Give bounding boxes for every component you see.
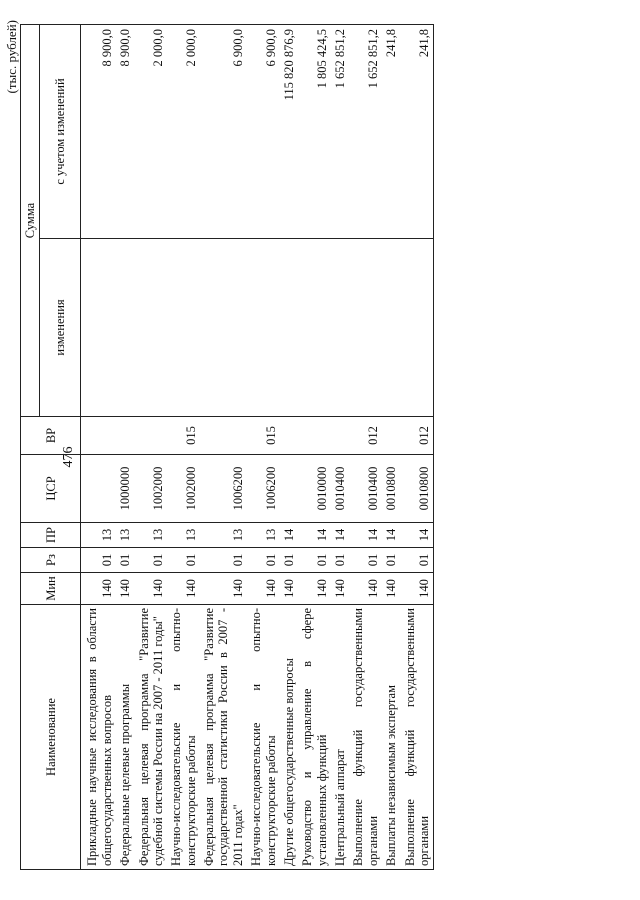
table-row [247,25,280,870]
row-csr: 1006200 [200,455,247,523]
table-row [401,25,434,870]
row-total: 8 900,0 [116,25,134,239]
row-csr: 0010400 [331,455,349,523]
row-csr [280,455,298,523]
row-name: Прикладные научные исследования в области общегосударственных вопросов [81,605,116,870]
row-rz: 01 [298,548,331,573]
row-pr: 13 [200,523,247,548]
row-min: 140 [280,573,298,605]
row-vr: 012 [401,417,434,455]
row-pr: 14 [280,523,298,548]
header-changes: изменения [40,239,81,417]
row-csr: 0010800 [401,455,434,523]
row-name: Научно-исследовательские и опытно-конструкторские работы [247,605,280,870]
row-vr: 015 [167,417,200,455]
row-csr: 1002000 [135,455,168,523]
row-changes [167,239,200,417]
row-name: Федеральная целевая программа "Развитие государственной статистики России в 2007 - 2011 годах" [200,605,247,870]
header-min: Мин [21,573,81,605]
row-pr: 13 [135,523,168,548]
row-changes [116,239,134,417]
table-row [331,25,349,870]
row-rz: 01 [81,548,116,573]
row-rz: 01 [167,548,200,573]
row-total: 6 900,0 [247,25,280,239]
row-min: 140 [298,573,331,605]
header-pr: ПР [21,523,81,548]
row-pr: 14 [382,523,400,548]
row-csr: 0010400 [349,455,382,523]
row-pr: 14 [331,523,349,548]
row-changes [382,239,400,417]
table-row [298,25,331,870]
row-name: Выплаты независимым экспертам [382,605,400,870]
table-row [167,25,200,870]
row-vr: 012 [349,417,382,455]
row-total: 1 652 851,2 [349,25,382,239]
row-csr [81,455,116,523]
table-row [116,25,134,870]
row-vr [280,417,298,455]
row-rz: 01 [382,548,400,573]
row-changes [349,239,382,417]
row-rz: 01 [349,548,382,573]
row-min: 140 [135,573,168,605]
row-total: 1 805 424,5 [298,25,331,239]
row-rz: 01 [247,548,280,573]
page-number: 476 [61,446,76,468]
row-name: Выполнение функций государственными органами [401,605,434,870]
row-min: 140 [349,573,382,605]
table-row [280,25,298,870]
row-changes [200,239,247,417]
rotated-page [0,20,640,880]
row-name: Руководство и управление в сфере установленных функций [298,605,331,870]
row-csr: 0010800 [382,455,400,523]
row-pr: 13 [167,523,200,548]
row-csr: 1002000 [167,455,200,523]
row-name: Выполнение функций государственными органами [349,605,382,870]
row-min: 140 [331,573,349,605]
row-rz: 01 [116,548,134,573]
row-pr: 14 [349,523,382,548]
row-changes [280,239,298,417]
row-min: 140 [247,573,280,605]
header-csr: ЦСР [21,455,81,523]
row-pr: 14 [298,523,331,548]
row-total: 2 000,0 [167,25,200,239]
header-with-changes: с учетом изменений [40,25,81,239]
row-min: 140 [81,573,116,605]
row-rz: 01 [331,548,349,573]
header-vr: ВР [21,417,81,455]
row-rz: 01 [135,548,168,573]
row-name: Центральный аппарат [331,605,349,870]
row-rz: 01 [200,548,247,573]
row-total: 2 000,0 [135,25,168,239]
units-note: (тыс. рублей) [4,20,19,94]
header-sum: Сумма [21,25,40,417]
row-csr: 0010000 [298,455,331,523]
row-total: 241,8 [401,25,434,239]
table-row [382,25,400,870]
row-vr [331,417,349,455]
row-vr [200,417,247,455]
row-min: 140 [116,573,134,605]
table-row [135,25,168,870]
header-rz: Рз [21,548,81,573]
row-changes [298,239,331,417]
row-pr: 14 [401,523,434,548]
row-name: Научно-исследовательские и опытно-конструкторские работы [167,605,200,870]
row-pr: 13 [81,523,116,548]
row-name: Федеральная целевая программа "Развитие судебной системы России на 2007 - 2011 годы" [135,605,168,870]
row-vr [382,417,400,455]
row-vr [81,417,116,455]
row-changes [331,239,349,417]
row-vr [116,417,134,455]
row-changes [81,239,116,417]
row-changes [247,239,280,417]
budget-table [20,24,434,870]
row-rz: 01 [280,548,298,573]
row-csr: 1000000 [116,455,134,523]
row-name: Другие общегосударственные вопросы [280,605,298,870]
row-pr: 13 [116,523,134,548]
header-name: Наименование [21,605,81,870]
row-vr [135,417,168,455]
row-rz: 01 [401,548,434,573]
row-total: 115 820 876,9 [280,25,298,239]
row-min: 140 [382,573,400,605]
table-row [349,25,382,870]
row-min: 140 [200,573,247,605]
row-vr: 015 [247,417,280,455]
table-row [200,25,247,870]
row-pr: 13 [247,523,280,548]
table-body [81,25,434,870]
row-vr [298,417,331,455]
row-total: 241,8 [382,25,400,239]
row-min: 140 [167,573,200,605]
table-row [81,25,116,870]
row-total: 8 900,0 [81,25,116,239]
row-total: 6 900,0 [200,25,247,239]
row-min: 140 [401,573,434,605]
row-name: Федеральные целевые программы [116,605,134,870]
row-csr: 1006200 [247,455,280,523]
row-changes [135,239,168,417]
row-total: 1 652 851,2 [331,25,349,239]
row-changes [401,239,434,417]
